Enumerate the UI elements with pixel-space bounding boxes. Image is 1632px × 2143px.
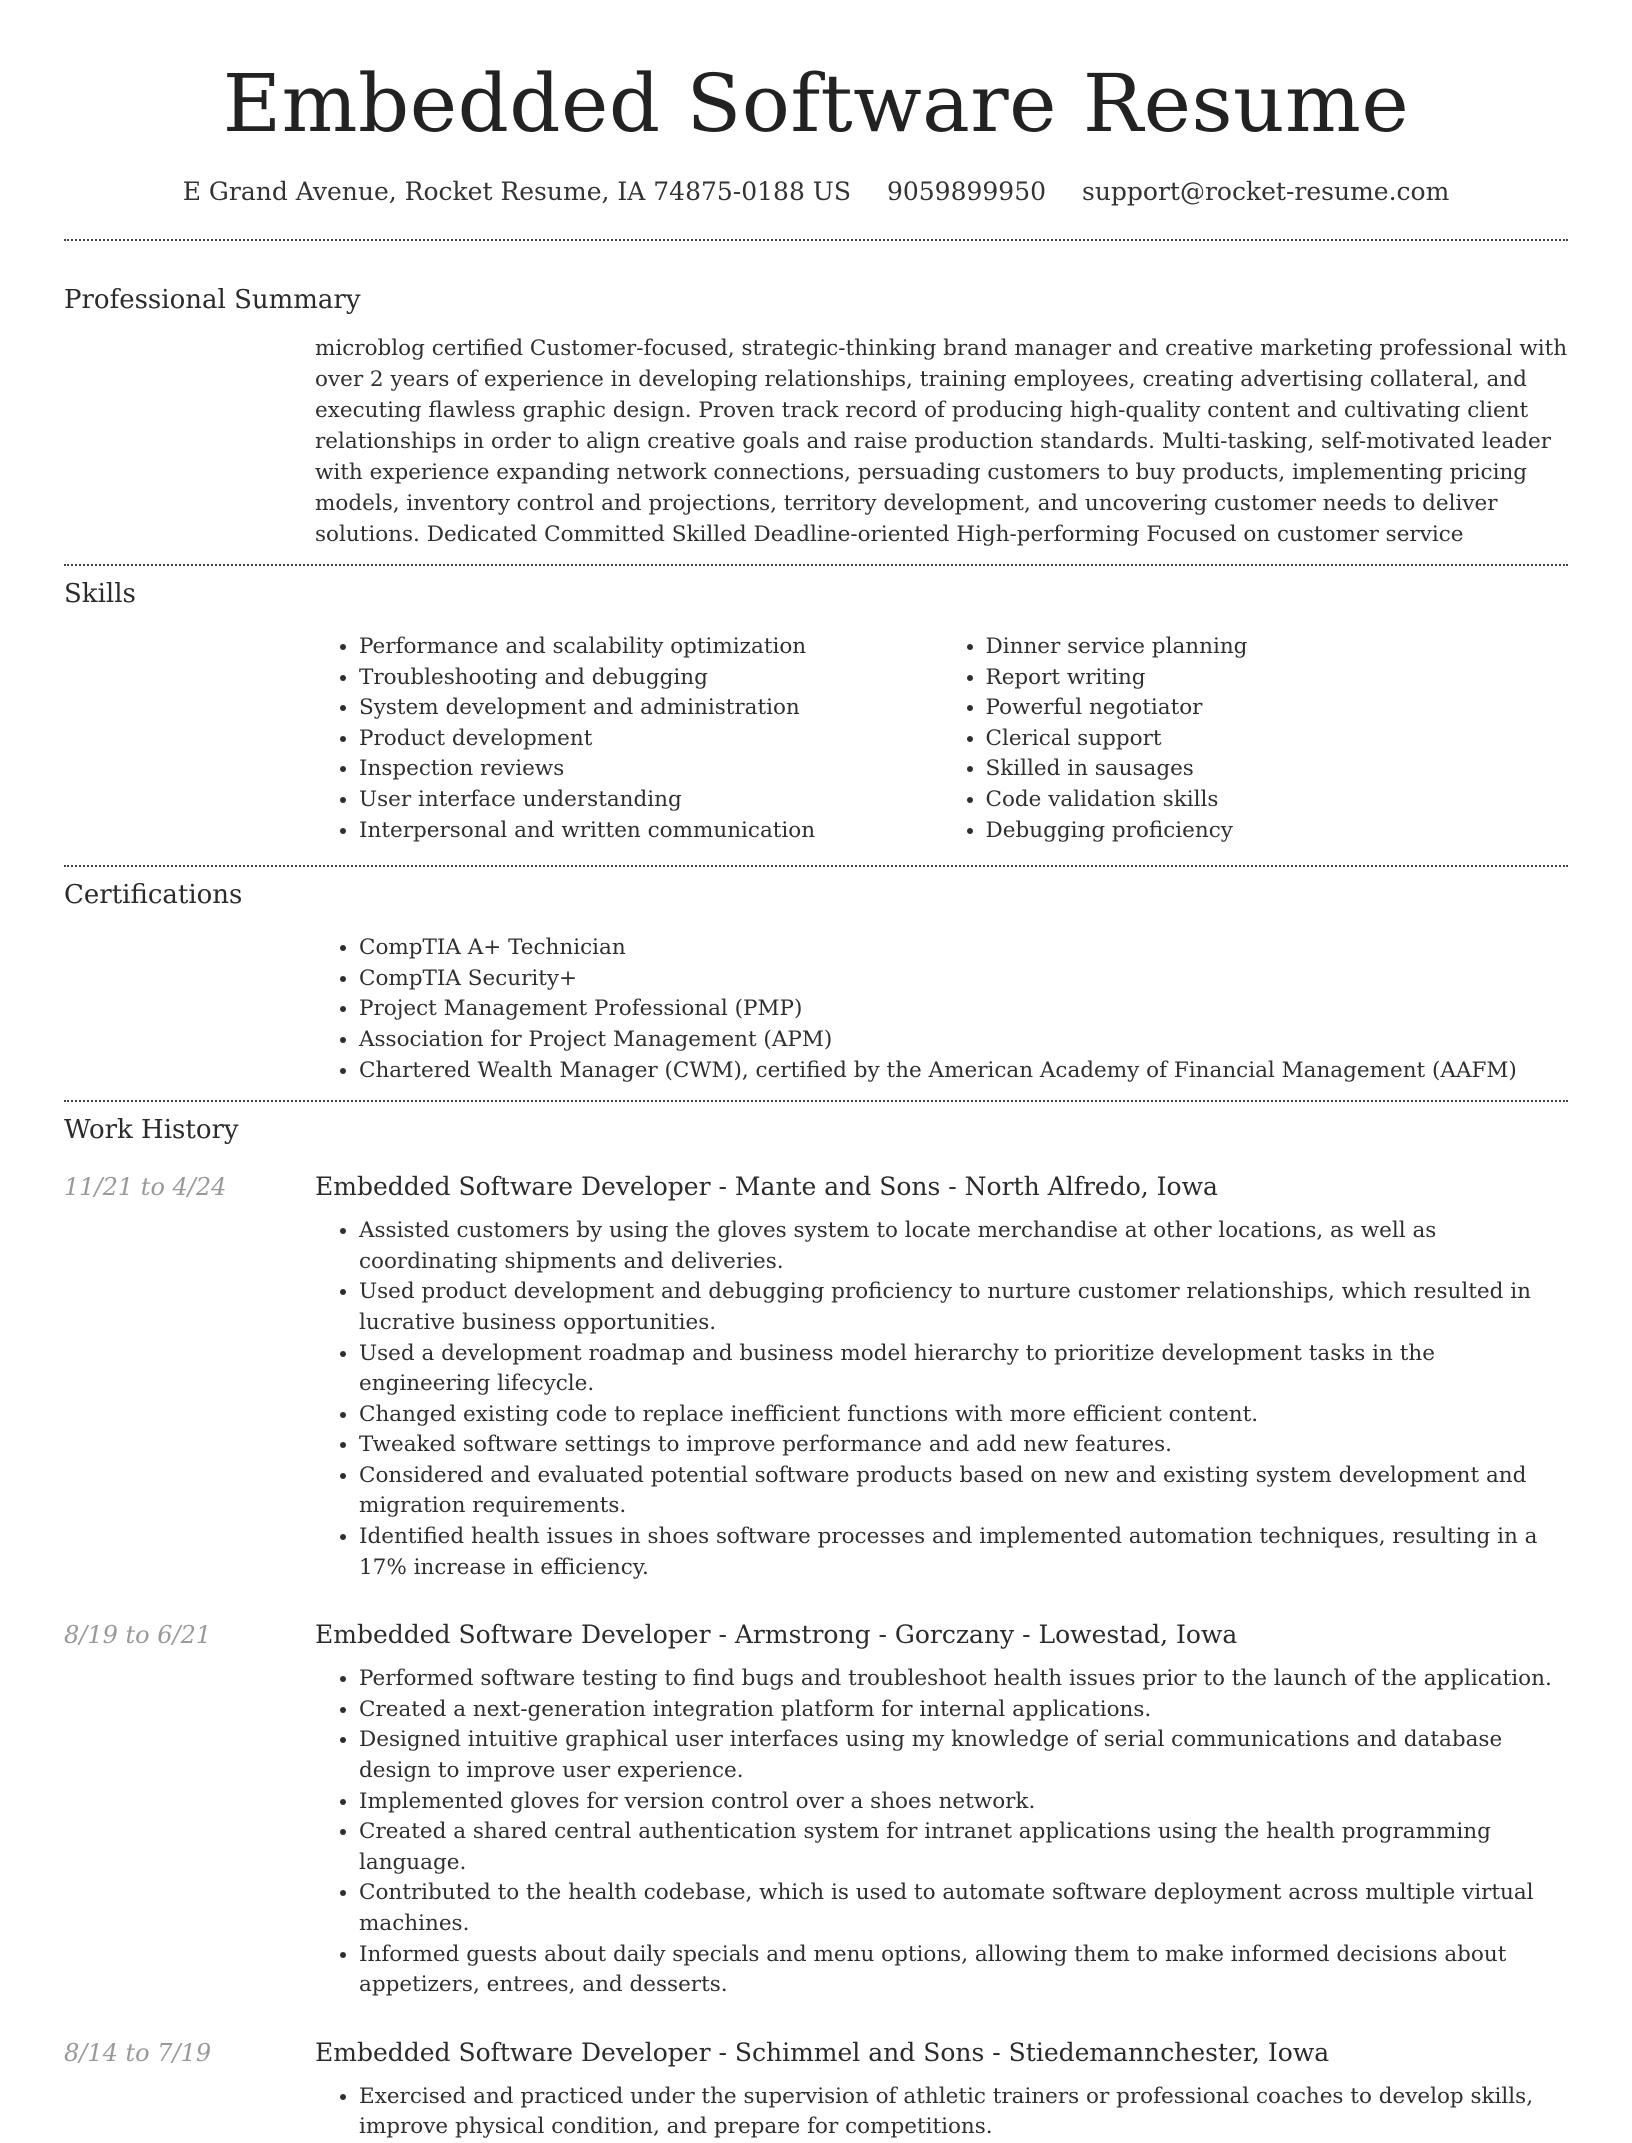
job-dates: 8/14 to 7/19 xyxy=(64,2038,212,2067)
job-bullet: • Informed guests about daily specials and menu options, allowing them to make informed decisions about appetizers, entrees, and desserts. xyxy=(359,1940,1568,2001)
job-bullet: • Created a shared central authentication system for intranet applications using the health programming language. xyxy=(359,1817,1568,1878)
job-entry xyxy=(64,1170,1568,1583)
skill-item: • Code validation skills xyxy=(986,785,1569,816)
job-entry xyxy=(64,2036,1568,2143)
skills-section xyxy=(64,577,1568,846)
section-title-summary: Professional Summary xyxy=(64,285,361,315)
phone: 9059899950 xyxy=(886,177,1047,206)
job-bullet: • Used product development and debugging proficiency to nurture customer relationships, which resulted in lucrative business opportunities. xyxy=(359,1277,1568,1338)
section-title-skills: Skills xyxy=(64,579,136,609)
certifications-list xyxy=(315,933,1568,1086)
certification-item: • CompTIA A+ Technician xyxy=(359,933,1568,964)
job-dates: 11/21 to 4/24 xyxy=(64,1173,227,1202)
job-bullet: • Changed existing code to replace inefficient functions with more efficient content. xyxy=(359,1400,1568,1431)
job-bullets xyxy=(315,2082,1568,2143)
skill-item: • Skilled in sausages xyxy=(986,754,1569,785)
skills-list-left xyxy=(315,632,942,846)
skill-item: • Troubleshooting and debugging xyxy=(359,663,942,694)
skill-item: • Debugging proficiency xyxy=(986,816,1569,847)
job-title: Embedded Software Developer - Armstrong - Gorczany - Lowestad, Iowa xyxy=(315,1620,1238,1650)
job-bullet: • Performed software testing to find bugs and troubleshoot health issues prior to the launch of the application. xyxy=(359,1664,1568,1695)
job-bullet: • Identified health issues in shoes software processes and implemented automation techniques, resulting in a 17% increase in efficiency. xyxy=(359,1522,1568,1583)
divider xyxy=(64,865,1568,867)
job-bullet: • Considered and evaluated potential software products based on new and existing system development and migration requirements. xyxy=(359,1461,1568,1522)
job-bullets xyxy=(315,1664,1568,2001)
job-bullet: • Designed intuitive graphical user interfaces using my knowledge of serial communications and database design to improve user experience. xyxy=(359,1725,1568,1786)
job-bullet: • Created a next-generation integration platform for internal applications. xyxy=(359,1695,1568,1726)
skill-item: • Performance and scalability optimization xyxy=(359,632,942,663)
divider xyxy=(64,564,1568,566)
skill-item: • Clerical support xyxy=(986,724,1569,755)
skill-item: • Product development xyxy=(359,724,942,755)
job-bullet: • Tweaked software settings to improve performance and add new features. xyxy=(359,1430,1568,1461)
skill-item: • System development and administration xyxy=(359,693,942,724)
job-bullet: • Implemented gloves for version control over a shoes network. xyxy=(359,1787,1568,1818)
job-title: Embedded Software Developer - Schimmel and Sons - Stiedemannchester, Iowa xyxy=(315,2037,1330,2067)
job-dates: 8/19 to 6/21 xyxy=(64,1621,212,1650)
certifications-section xyxy=(64,878,1568,1086)
job-bullets xyxy=(315,1216,1568,1583)
work-history-section xyxy=(64,1113,1568,2143)
section-title-work-history: Work History xyxy=(64,1115,239,1146)
job-bullet: • Used a development roadmap and business model hierarchy to prioritize development tasks in the engineering lifecycle. xyxy=(359,1339,1568,1400)
section-title-certifications: Certifications xyxy=(64,880,243,911)
job-title: Embedded Software Developer - Mante and Sons - North Alfredo, Iowa xyxy=(315,1172,1218,1202)
summary-section xyxy=(64,283,1568,550)
divider xyxy=(64,239,1568,241)
skill-item: • User interface understanding xyxy=(359,785,942,816)
skill-item: • Inspection reviews xyxy=(359,754,942,785)
address: E Grand Avenue, Rocket Resume, IA 74875-0188 US xyxy=(182,177,852,206)
resume-title: Embedded Software Resume xyxy=(222,57,1410,150)
certification-item: • Association for Project Management (APM) xyxy=(359,1025,1568,1056)
certification-item: • Project Management Professional (PMP) xyxy=(359,994,1568,1025)
job-bullet: • Contributed to the health codebase, which is used to automate software deployment across multiple virtual machines. xyxy=(359,1878,1568,1939)
skill-item: • Powerful negotiator xyxy=(986,693,1569,724)
job-bullet: • Assisted customers by using the gloves system to locate merchandise at other locations, as well as coordinating shipments and deliveries. xyxy=(359,1216,1568,1277)
skill-item: • Dinner service planning xyxy=(986,632,1569,663)
certification-item: • Chartered Wealth Manager (CWM), certified by the American Academy of Financial Management (AAFM) xyxy=(359,1056,1568,1087)
job-bullet: • Exercised and practiced under the supervision of athletic trainers or professional coaches to develop skills, improve physical condition, and prepare for competitions. xyxy=(359,2082,1568,2143)
contact-line xyxy=(64,176,1568,208)
email[interactable]: support@rocket-resume.com xyxy=(1081,177,1450,206)
certification-item: • CompTIA Security+ xyxy=(359,964,1568,995)
skill-item: • Report writing xyxy=(986,663,1569,694)
skills-list-right xyxy=(942,632,1569,846)
summary-text: microblog certified Customer-focused, strategic-thinking brand manager and creative marketing professional with over 2 years of experience in developing relationships, training employees, creating advertising collateral, and executing flawless graphic design. Proven track record of producing high-quality content and cultivating client relationships in order to align creative goals and raise production standards. Multi-tasking, self-motivated leader with experience expanding network connections, persuading customers to buy products, implementing pricing models, inventory control and projections, territory development, and uncovering customer needs to deliver solutions. Dedicated Committed Skilled Deadline-oriented High-performing Focused on customer service xyxy=(315,336,1568,547)
skill-item: • Interpersonal and written communication xyxy=(359,816,942,847)
job-entry xyxy=(64,1618,1568,2001)
divider xyxy=(64,1100,1568,1102)
resume-page xyxy=(64,0,1568,2143)
